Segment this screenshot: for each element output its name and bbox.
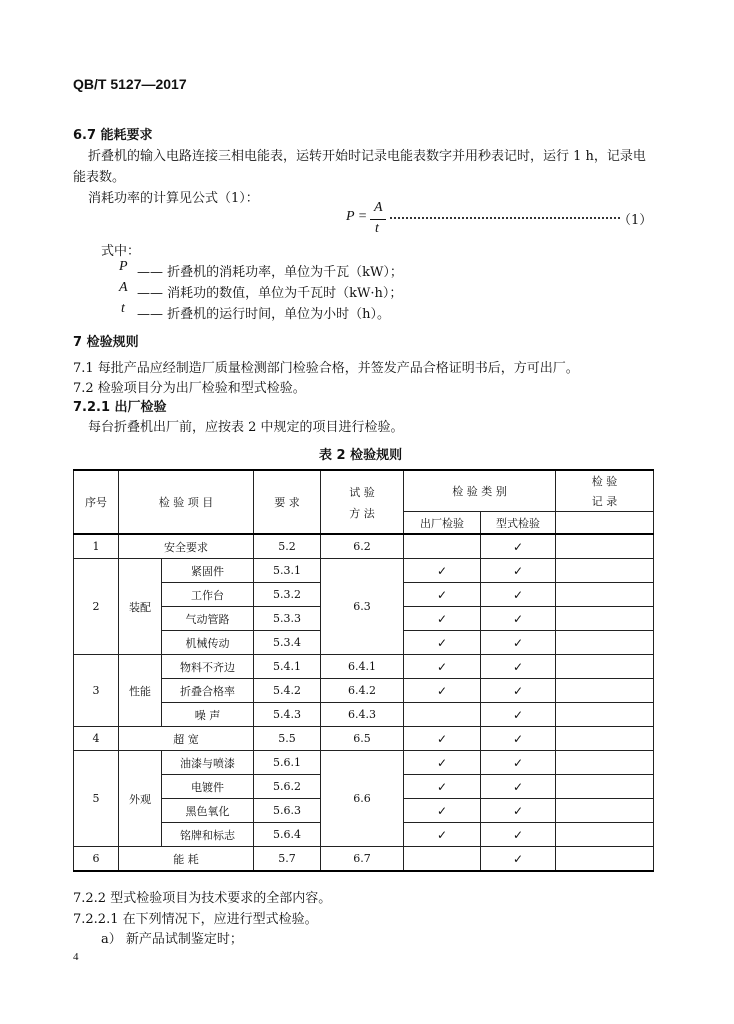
- type-check-mark: ✓: [481, 679, 556, 703]
- var-t-symbol: t: [121, 301, 125, 316]
- clause-7-2-1-title: 7.2.1 出厂检验: [73, 400, 167, 415]
- header-record: [556, 470, 654, 512]
- row-record-cell: [556, 679, 654, 703]
- table-row: [74, 727, 654, 751]
- row-record-cell: [556, 631, 654, 655]
- row-req: 5.4.1: [254, 655, 321, 679]
- row-item: 紧固件: [162, 559, 254, 583]
- clause-7-2-1-text: 每台折叠机出厂前，应按表 2 中规定的项目进行检验。: [88, 420, 404, 435]
- row-record-cell: [556, 847, 654, 872]
- s67-para1-line1: 折叠机的输入电路连接三相电能表，运转开始时记录电能表数字并用秒表记时，运行 1 h，记录电: [88, 149, 646, 164]
- list-item-a: a） 新产品试制鉴定时；: [101, 932, 243, 947]
- row-factory-cell: [404, 703, 481, 727]
- formula-leader-dots: [390, 217, 620, 219]
- row-method: 6.7: [321, 847, 404, 872]
- row-item: 铭牌和标志: [162, 823, 254, 847]
- row-item: 工作台: [162, 583, 254, 607]
- row-req: 5.6.4: [254, 823, 321, 847]
- row-method: 6.4.2: [321, 679, 404, 703]
- row-no: 2: [74, 559, 119, 655]
- row-method: 6.3: [321, 559, 404, 655]
- s67-para1-line2: 能表数。: [73, 170, 126, 185]
- header-item: 检 验 项 目: [119, 470, 254, 534]
- row-no: 1: [74, 534, 119, 559]
- inspection-rules-table: [73, 469, 654, 872]
- row-record-cell: [556, 727, 654, 751]
- type-check-mark: ✓: [481, 583, 556, 607]
- row-item: 电镀件: [162, 775, 254, 799]
- fraction-bar: [370, 219, 386, 220]
- row-item: 机械传动: [162, 631, 254, 655]
- row-item: 噪 声: [162, 703, 254, 727]
- clause-7-2-2: 7.2.2 型式检验项目为技术要求的全部内容。: [73, 891, 332, 906]
- where-label: 式中：: [101, 244, 141, 259]
- row-req: 5.3.2: [254, 583, 321, 607]
- row-req: 5.6.1: [254, 751, 321, 775]
- table-row: [74, 559, 654, 583]
- type-check-mark: ✓: [481, 559, 556, 583]
- formula-1: [346, 198, 653, 242]
- row-method: 6.2: [321, 534, 404, 559]
- row-record-cell: [556, 655, 654, 679]
- row-no: 4: [74, 727, 119, 751]
- section-7-title: 7 检验规则: [73, 335, 139, 350]
- page-number: 4: [73, 951, 79, 963]
- var-a-symbol: A: [119, 280, 128, 295]
- type-check-mark: ✓: [481, 631, 556, 655]
- type-check-mark: ✓: [481, 607, 556, 631]
- row-req: 5.4.3: [254, 703, 321, 727]
- factory-check-mark: ✓: [404, 559, 481, 583]
- var-p-symbol: P: [119, 259, 128, 274]
- row-method: 6.4.3: [321, 703, 404, 727]
- var-a-desc: —— 消耗功的数值，单位为千瓦时（kW·h）；: [137, 286, 403, 301]
- header-record-line1: 检 验: [591, 475, 618, 488]
- row-record-cell: [556, 583, 654, 607]
- row-no: 6: [74, 847, 119, 872]
- type-check-mark: ✓: [481, 727, 556, 751]
- header-requirement: 要 求: [254, 470, 321, 534]
- factory-check-mark: ✓: [404, 631, 481, 655]
- row-record-cell: [556, 775, 654, 799]
- row-req: 5.6.3: [254, 799, 321, 823]
- table-caption: 表 2 检验规则: [319, 448, 403, 463]
- row-factory-cell: [404, 847, 481, 872]
- group-name: 装配: [119, 559, 162, 655]
- row-record-cell: [556, 799, 654, 823]
- row-record-cell: [556, 751, 654, 775]
- header-record-line2: 记 录: [591, 495, 618, 508]
- formula-number: （1）: [618, 213, 653, 228]
- clause-7-2-2-1: 7.2.2.1 在下列情况下，应进行型式检验。: [73, 912, 318, 927]
- factory-check-mark: ✓: [404, 775, 481, 799]
- row-item: 物料不齐边: [162, 655, 254, 679]
- type-check-mark: ✓: [481, 847, 556, 872]
- row-req: 5.3.4: [254, 631, 321, 655]
- type-check-mark: ✓: [481, 751, 556, 775]
- row-record-cell: [556, 703, 654, 727]
- header-record-blank: [556, 512, 654, 535]
- row-req: 5.4.2: [254, 679, 321, 703]
- type-check-mark: ✓: [481, 799, 556, 823]
- factory-check-mark: ✓: [404, 799, 481, 823]
- header-method-line2: 方 法: [349, 506, 375, 520]
- group-name: 外观: [119, 751, 162, 847]
- clause-7-1: 7.1 每批产品应经制造厂质量检测部门检验合格，并签发产品合格证明书后，方可出厂。: [73, 361, 579, 376]
- row-req: 5.6.2: [254, 775, 321, 799]
- clause-7-2: 7.2 检验项目分为出厂检验和型式检验。: [73, 381, 306, 396]
- table-row: [74, 534, 654, 559]
- factory-check-mark: ✓: [404, 823, 481, 847]
- factory-check-mark: ✓: [404, 583, 481, 607]
- header-type-inspection: 型式检验: [481, 512, 556, 535]
- row-record-cell: [556, 823, 654, 847]
- factory-check-mark: ✓: [404, 727, 481, 751]
- row-record-cell: [556, 559, 654, 583]
- factory-check-mark: ✓: [404, 679, 481, 703]
- var-t-desc: —— 折叠机的运行时间，单位为小时（h）。: [137, 307, 391, 322]
- type-check-mark: ✓: [481, 823, 556, 847]
- table-row: [74, 655, 654, 679]
- formula-denominator: t: [375, 221, 379, 236]
- factory-check-mark: ✓: [404, 607, 481, 631]
- row-item: 气动管路: [162, 607, 254, 631]
- row-item: 超 宽: [119, 727, 254, 751]
- row-record-cell: [556, 607, 654, 631]
- table-row: [74, 847, 654, 872]
- row-no: 5: [74, 751, 119, 847]
- row-item: 安全要求: [119, 534, 254, 559]
- row-method: 6.6: [321, 751, 404, 847]
- row-item: 能 耗: [119, 847, 254, 872]
- type-check-mark: ✓: [481, 703, 556, 727]
- row-item: 折叠合格率: [162, 679, 254, 703]
- header-category: 检 验 类 别: [404, 470, 556, 512]
- header-no: 序号: [74, 470, 119, 534]
- row-req: 5.7: [254, 847, 321, 872]
- standard-code: QB/T 5127—2017: [73, 76, 187, 92]
- header-factory-inspection: 出厂检验: [404, 512, 481, 535]
- row-no: 3: [74, 655, 119, 727]
- s67-para2: 消耗功率的计算见公式（1）：: [88, 191, 259, 206]
- row-factory-cell: [404, 534, 481, 559]
- row-req: 5.3.3: [254, 607, 321, 631]
- type-check-mark: ✓: [481, 775, 556, 799]
- header-method-line1: 试 验: [349, 485, 375, 499]
- table-row: [74, 751, 654, 775]
- row-req: 5.2: [254, 534, 321, 559]
- row-item: 油漆与喷漆: [162, 751, 254, 775]
- group-name: 性能: [119, 655, 162, 727]
- row-method: 6.4.1: [321, 655, 404, 679]
- row-item: 黑色氧化: [162, 799, 254, 823]
- row-req: 5.3.1: [254, 559, 321, 583]
- row-record-cell: [556, 534, 654, 559]
- type-check-mark: ✓: [481, 534, 556, 559]
- var-p-desc: —— 折叠机的消耗功率，单位为千瓦（kW）；: [137, 265, 403, 280]
- section-6-7-title: 6.7 能耗要求: [73, 128, 153, 143]
- factory-check-mark: ✓: [404, 751, 481, 775]
- type-check-mark: ✓: [481, 655, 556, 679]
- formula-lhs: P =: [346, 209, 368, 224]
- factory-check-mark: ✓: [404, 655, 481, 679]
- formula-numerator: A: [374, 200, 383, 215]
- header-test-method: [321, 470, 404, 534]
- row-req: 5.5: [254, 727, 321, 751]
- row-method: 6.5: [321, 727, 404, 751]
